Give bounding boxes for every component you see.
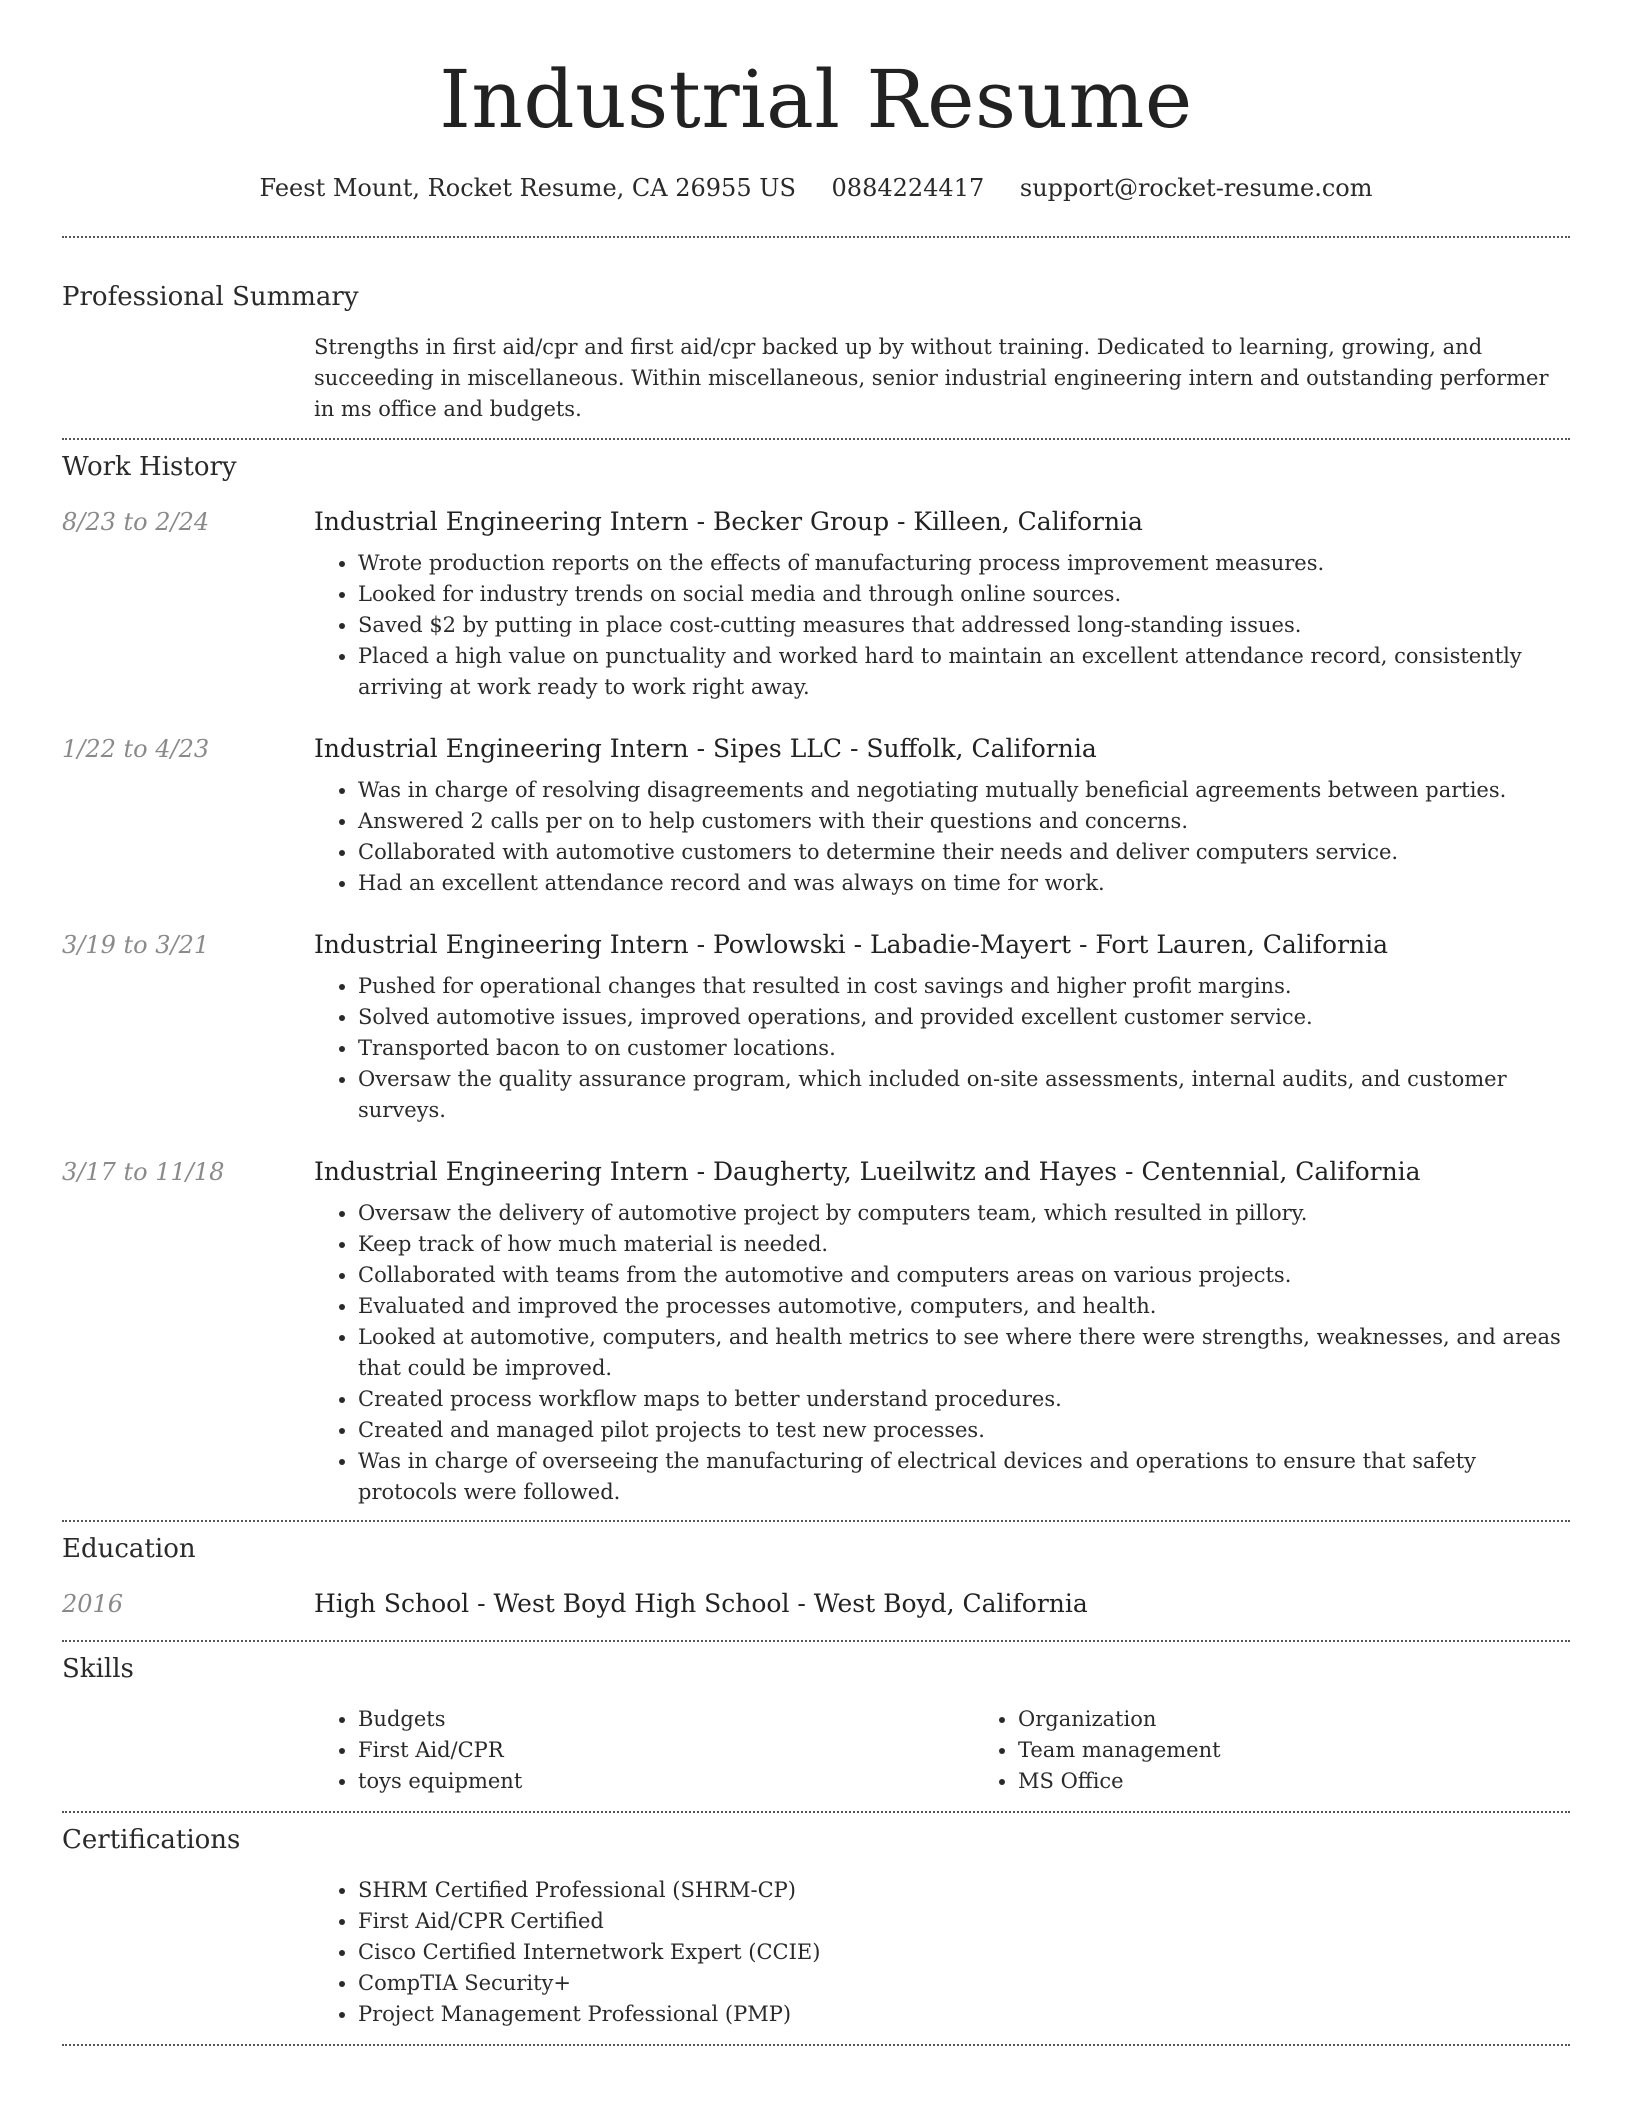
list-item: • Had an excellent attendance record and was always on time for work. [358, 868, 1570, 899]
job-bullets [314, 548, 1570, 703]
list-item: • Transported bacon to on customer locations. [358, 1033, 1570, 1064]
list-item: • Placed a high value on punctuality and worked hard to maintain an excellent attendance record, consistently arriving at work ready to work right away. [358, 641, 1570, 703]
list-item: • Solved automotive issues, improved operations, and provided excellent customer service. [358, 1002, 1570, 1033]
certification-item: • First Aid/CPR Certified [358, 1906, 1570, 1937]
job-bullets [314, 971, 1570, 1126]
job-entry [62, 929, 1570, 1126]
job-heading: Industrial Engineering Intern - Powlowski - Labadie-Mayert - Fort Lauren, California [314, 930, 1389, 959]
resume-header [62, 0, 1570, 204]
section-title-skills: Skills [62, 1654, 134, 1684]
list-item: • Collaborated with teams from the automotive and computers areas on various projects. [358, 1260, 1570, 1291]
skill-item: • Team management [1018, 1735, 1632, 1766]
list-item: • Oversaw the quality assurance program, which included on-site assessments, internal audits, and customer surveys. [358, 1064, 1570, 1126]
job-heading: Industrial Engineering Intern - Sipes LLC - Suffolk, California [314, 734, 1097, 763]
contact-email: support@rocket-resume.com [1019, 174, 1373, 202]
job-dates: 3/19 to 3/21 [62, 931, 210, 959]
list-item: • Was in charge of resolving disagreements and negotiating mutually beneficial agreements between parties. [358, 775, 1570, 806]
job-entry [62, 733, 1570, 899]
certification-item: • Cisco Certified Internetwork Expert (CCIE) [358, 1937, 1570, 1968]
certification-item: • Project Management Professional (PMP) [358, 1999, 1570, 2030]
section-title-work-history: Work History [62, 452, 237, 482]
list-item: • Evaluated and improved the processes automotive, computers, and health. [358, 1291, 1570, 1322]
list-item: • Collaborated with automotive customers to determine their needs and deliver computers service. [358, 837, 1570, 868]
list-item: • Pushed for operational changes that resulted in cost savings and higher profit margins. [358, 971, 1570, 1002]
job-entry [62, 506, 1570, 703]
skills-section [62, 1642, 1570, 1797]
list-item: • Looked for industry trends on social media and through online sources. [358, 579, 1570, 610]
contact-phone: 0884224417 [831, 174, 985, 202]
certification-item: • CompTIA Security+ [358, 1968, 1570, 1999]
list-item: • Created process workflow maps to better understand procedures. [358, 1384, 1570, 1415]
skill-item: • Budgets [358, 1704, 974, 1735]
candidate-name: Industrial Resume [439, 53, 1193, 146]
list-item: • Answered 2 calls per on to help customers with their questions and concerns. [358, 806, 1570, 837]
list-item: • Keep track of how much material is needed. [358, 1229, 1570, 1260]
skill-item: • toys equipment [358, 1766, 974, 1797]
section-title-education: Education [62, 1534, 196, 1564]
skills-column-1 [314, 1704, 974, 1797]
job-heading: Industrial Engineering Intern - Daugherty, Lueilwitz and Hayes - Centennial, California [314, 1157, 1421, 1186]
job-dates: 8/23 to 2/24 [62, 508, 210, 536]
education-section [62, 1522, 1570, 1620]
education-heading: High School - West Boyd High School - West Boyd, California [314, 1589, 1088, 1618]
section-title-certifications: Certifications [62, 1825, 241, 1855]
education-year: 2016 [62, 1590, 124, 1618]
job-dates: 3/17 to 11/18 [62, 1158, 225, 1186]
job-entry [62, 1156, 1570, 1508]
summary-text: Strengths in first aid/cpr and first aid/cpr backed up by without training. Dedicated to learning, growing, and succeeding in miscellaneous. Within miscellaneous, senior industrial engineering intern and outstanding performer in ms office and budgets. [314, 335, 1549, 421]
job-bullets [314, 1198, 1570, 1508]
certifications-section [62, 1813, 1570, 2030]
contact-line [62, 172, 1570, 204]
contact-address: Feest Mount, Rocket Resume, CA 26955 US [259, 174, 796, 202]
certifications-list [314, 1875, 1570, 2030]
list-item: • Was in charge of overseeing the manufacturing of electrical devices and operations to ensure that safety protocols were followed. [358, 1446, 1570, 1508]
job-bullets [314, 775, 1570, 899]
education-entry [62, 1588, 1570, 1620]
skill-item: • Organization [1018, 1704, 1632, 1735]
section-title-summary: Professional Summary [62, 282, 359, 312]
certification-item: • SHRM Certified Professional (SHRM-CP) [358, 1875, 1570, 1906]
list-item: • Oversaw the delivery of automotive project by computers team, which resulted in pillory. [358, 1198, 1570, 1229]
work-history-section [62, 440, 1570, 1508]
list-item: • Looked at automotive, computers, and health metrics to see where there were strengths, weaknesses, and areas that could be improved. [358, 1322, 1570, 1384]
section-divider [62, 2044, 1570, 2046]
list-item: • Saved $2 by putting in place cost-cutting measures that addressed long-standing issues. [358, 610, 1570, 641]
skill-item: • First Aid/CPR [358, 1735, 974, 1766]
list-item: • Wrote production reports on the effects of manufacturing process improvement measures. [358, 548, 1570, 579]
list-item: • Created and managed pilot projects to test new processes. [358, 1415, 1570, 1446]
job-dates: 1/22 to 4/23 [62, 735, 210, 763]
summary-section [62, 238, 1570, 425]
job-heading: Industrial Engineering Intern - Becker Group - Killeen, California [314, 507, 1143, 536]
skill-item: • MS Office [1018, 1766, 1632, 1797]
skills-column-2 [974, 1704, 1632, 1797]
